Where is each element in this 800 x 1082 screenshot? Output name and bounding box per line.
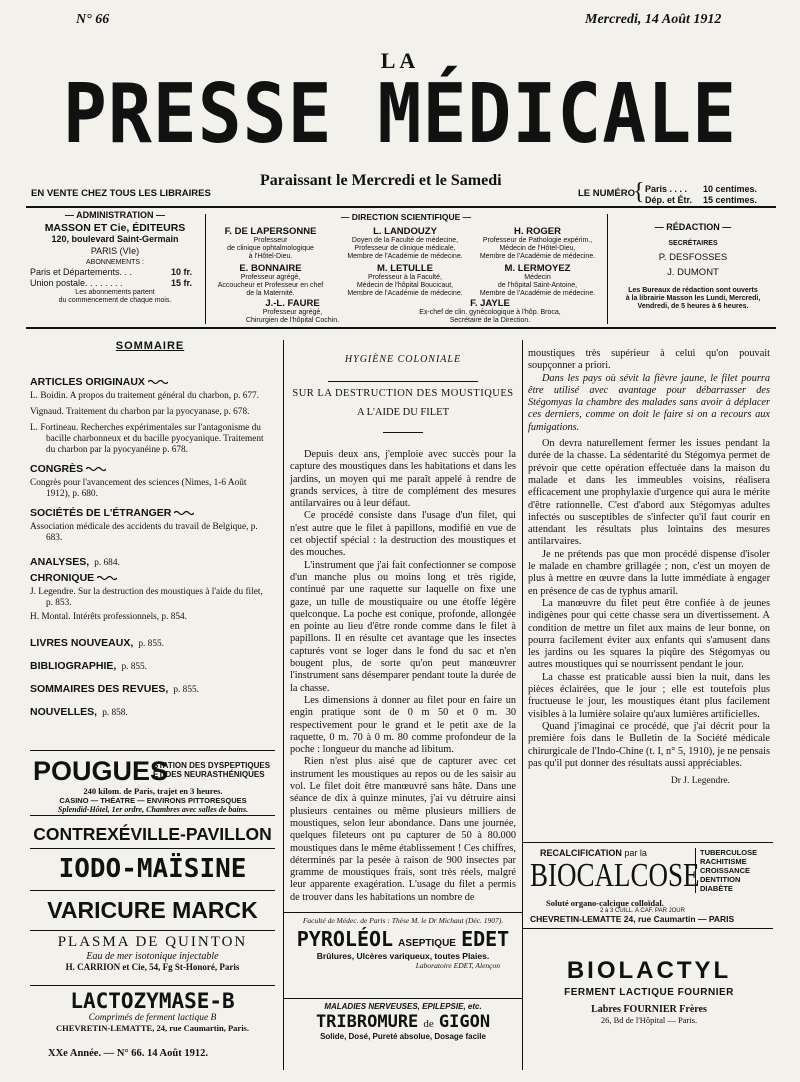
admin-note-2: du commencement de chaque mois. — [58, 297, 172, 304]
toc-revues[interactable]: SOMMAIRES DES REVUES, p. 855. — [30, 683, 199, 695]
paragraph: La chasse est praticable aussi bien la nuit, dans les pièces éclairées, que le jour ; elle est toutefois plus fructueuse le jour, les moustiques étant plus facilement visibles à la lumière solaire qu'aux lumières artificielles. — [528, 671, 770, 720]
admin-publisher: MASSON ET Cie, ÉDITEURS — [44, 222, 186, 234]
frequency: Paraissant le Mercredi et le Samedi — [260, 172, 502, 189]
sommaire-title: SOMMAIRE — [115, 340, 185, 352]
article-col-1 — [290, 354, 516, 904]
numero-label: LE NUMÉRO — [578, 188, 635, 199]
admin-note-1: Les abonnements partent — [75, 289, 155, 296]
rule-ad-m2 — [284, 998, 522, 999]
director-1: F. DE LAPERSONNE Professeur de clinique ophtalmologique à l'Hôtel-Dieu. — [224, 226, 317, 260]
paragraph: On devra naturellement fermer les issues pendant la durée de la chasse. La sédentarité du Stégomya permet de prévoir que cette opération effectuée dans la maison du malade et dans les immeubles voisins, réalisera efficacement une prophylaxie d'urgence qui aura le mérite d'être rationnelle. C'est d'abord aux Stégomyas adultes infectés ou susceptibles de s'infecter qu'il faut courir en attendant les résultats plus lointains des mesures antilarvaires. — [528, 438, 770, 548]
union-sub-price: 15 fr. — [170, 278, 192, 288]
toc-articles: ARTICLES ORIGINAUX — [30, 376, 270, 388]
director-3: H. ROGER Professeur de Pathologie expérim., Médecin de l'Hôtel-Dieu, Membre de l'Académie de médecine. — [479, 226, 596, 260]
rule-top — [26, 206, 776, 208]
price-values: 10 centimes. 15 centimes. — [703, 184, 758, 205]
ad-pyroleol: Faculté de Médec. de Paris : Thèse M. le Dr Michaut (Déc. 1907). PYROLÉOL ASEPTIQUE EDET Brûlures, Ulcères variqueux, toutes Plaies. Laboratoire EDET, Alençon — [296, 916, 510, 970]
direction-heading: — DIRECTION SCIENTIFIQUE — — [340, 212, 472, 222]
vente-notice: EN VENTE CHEZ TOUS LES LIBRAIRES — [31, 188, 211, 199]
director-8: F. JAYLE Ex-chef de clin. gynécologique à l'hôp. Broca, Secrétaire de la Direction. — [419, 298, 561, 324]
paragraph: Ce procédé consiste dans l'usage d'un filet, qui n'est autre que le filet à papillons, modifié en vue de cet objectif spécial : la destruction des moustiques et des mouches. — [290, 510, 516, 559]
rule-ad-l2 — [30, 815, 275, 816]
rule-ad-l4 — [30, 890, 275, 891]
rule-ad-r2 — [523, 928, 773, 929]
toc-analyses[interactable]: ANALYSES, p. 684. — [30, 556, 120, 568]
rule-v1 — [205, 214, 206, 324]
director-2: L. LANDOUZY Doyen de la Faculté de médecine, Professeur de clinique médicale, Membre de l'Académie de médecine. — [347, 226, 463, 260]
toc-biblio[interactable]: BIBLIOGRAPHIE, p. 855. — [30, 660, 148, 672]
rule-col2 — [522, 340, 523, 1070]
title-rule-short — [383, 432, 423, 433]
toc-item[interactable]: L. Boidin. A propos du traitement général du charbon, p. 677. — [30, 391, 260, 401]
price-brace: { — [633, 179, 645, 205]
admin-abonnements: ABONNEMENTS : — [86, 259, 144, 266]
ad-biocalcose: RECALCIFICATION par la BIOCALCOSE TUBERCULOSE RACHITISME CROISSANCE DENTITION DIABÈTE Soluté organo-calcique colloïdal. 2 à 3 CUILL. A CAF. PAR JOUR CHEVRETIN-LEMATTE 24, rue Caumartin — PARIS — [530, 848, 758, 924]
paragraph: L'instrument que j'ai fait confectionner se compose d'un manche plus ou moins long et très rigide, continué par une raquette sur laquelle on fixe une gaze, un tulle de moustiquaire ou une étoffe légère quelconque. La poche est conique, profonde, allongée en pointe au lieu d'être ronde comme dans le filet à papillons. Il en résulte cet avantage que les insectes capturés vont se loger dans le fond du sac et n'en bougent plus, de sorte qu'on peut manœuvrer l'instrument sans désemparer pendant toute la durée de la chasse. — [290, 559, 516, 694]
ad-lactozymase: LACTOZYMASE-B Comprimés de ferment lactique B CHEVRETIN-LEMATTE, 24, rue Caumartin, Paris. — [56, 989, 249, 1033]
article-rubric: HYGIÈNE COLONIALE — [344, 354, 462, 365]
rule-ad-l1 — [30, 750, 275, 751]
ad-tribromure: MALADIES NERVEUSES, EPILEPSIE, etc. TRIBROMURE de GIGON Solide, Dosé, Pureté absolue, Dosage facile — [315, 1002, 491, 1041]
toc-item[interactable]: L. Fortineau. Recherches expérimentales sur l'antagonisme du bacille charbonneux et du bacille pyocyanique. Traitement du charbon par la pyocyanéine p. 678. — [30, 423, 264, 455]
article-col-2 — [528, 348, 770, 786]
rule-ad-r1 — [523, 842, 773, 843]
paragraph: La manœuvre du filet peut être confiée à de jeunes indigènes pour qui cette chasse sera un divertissement. A condition de mettre un filet aux mains de leur bonne, on pourra facilement éviter aux enfants qui s'amusent dans les jardins ou les squares la piqûre des Stégomyas ou autres moustiques qui se nourrissent pendant le jour. — [528, 597, 770, 671]
issue-date: Mercredi, 14 Août 1912 — [585, 12, 722, 27]
director-5: M. LETULLE Professeur à la Faculté, Médecin de l'hôpital Boucicaut, Membre de l'Académie de médecine. — [347, 263, 463, 297]
page-footer: XXe Année. — N° 66. 14 Août 1912. — [48, 1048, 208, 1059]
ad-plasma: PLASMA DE QUINTON Eau de mer isotonique injectable H. CARRION et Cie, 54, Fg St-Honoré, Paris — [57, 934, 248, 972]
rule-ad-l5 — [30, 930, 275, 931]
union-sub-label: Union postale. . . . . . . . — [30, 278, 123, 288]
redaction-heading: — RÉDACTION — — [654, 222, 732, 232]
toc-congres: CONGRÈS — [30, 463, 270, 475]
sommaire — [30, 340, 270, 719]
toc-chronique: CHRONIQUE — [30, 572, 270, 584]
signature: Dr J. Legendre. — [670, 776, 730, 787]
paragraph: Dans les pays où sévit la fièvre jaune, le filet pourra être utilisé avec avantage pour débarrasser des Stégomyas la chambre des malades sans avoir à déplacer ces derniers, comme on doit le faire si on a recours aux fumigations. — [528, 372, 770, 433]
ad-contrexeville: CONTREXÉVILLE-PAVILLON — [33, 824, 272, 844]
toc-item[interactable]: H. Montal. Intérêts professionnels, p. 854. — [30, 612, 187, 622]
ad-iodo: IODO-MAÏSINE — [58, 854, 247, 884]
toc-item[interactable]: Congrès pour l'avancement des sciences (Nimes, 1-6 Août 1912), p. 680. — [30, 478, 247, 499]
toc-livres[interactable]: LIVRES NOUVEAUX, p. 855. — [30, 637, 164, 649]
paragraph: Depuis deux ans, j'emploie avec succès pour la capture des moustiques dans les habitations et dans les jardins, un moyen qui me paraît appelé à rendre de grands services, à titre de complément des mesures antilarvaires ou à leur défaut. — [290, 449, 516, 510]
admin-address: 120, boulevard Saint-Germain — [51, 234, 179, 244]
director-7: J.-L. FAURE Professeur agrégé, Chirurgien de l'hôpital Cochin. — [245, 298, 340, 324]
rule-ad-l3 — [30, 848, 275, 849]
toc-item[interactable]: J. Legendre. Sur la destruction des moustiques à l'aide du filet, p. 853. — [30, 587, 263, 608]
redaction-block: — RÉDACTION — SECRÉTAIRES P. DESFOSSES J. DUMONT Les Bureaux de rédaction sont ouverts à la librairie Masson les Lundi, Mercredi, Vendredi, de 5 heures à 6 heures. — [610, 222, 776, 311]
paragraph: Rien n'est plus aisé que de capturer avec cet instrument les moustiques au repos ou de les saisir au vol. Le filet doit être manœuvré sans hâte. Dans une séance de dix à quinze minutes, j'ai vu détruire ainsi plusieurs centaines ou même plusieurs milliers de moustiques, selon leur abondance. Dans une journée, quelques fileteurs ont pu capturer de 50 à 80.000 moustiques dans le même établissement ! Ces chiffres, déterminés par la pesée à raison de 900 insectes par gramme de moustiques frais, sont très réels, malgré leur apparente exagération. L'usage du filet a permis de trouver dans les habitations un nombre de — [290, 756, 516, 903]
paragraph: Je ne prétends pas que mon procédé dispense d'isoler le malade en chambre grillagée ; non, c'est un moyen de plus à mettre en œuvre dans la lutte immédiate à engager en présence de cas de typhus amaril. — [528, 548, 770, 597]
article-title-2: A L'AIDE DU FILET — [356, 407, 449, 418]
paragraph: Les dimensions à donner au filet pour en faire un engin pratique sont de 0 m 50 et 0 m. 30 respectivement pour le grand et le petit axe de la raquette, 0 m. 70 à 0 m. 80 comme profondeur de la poche : longueur du manche ad libitum. — [290, 694, 516, 756]
paragraph: moustiques très supérieur à celui qu'on pouvait soupçonner a priori. — [528, 348, 770, 372]
price-labels: Paris . . . . Dép. et Étr. — [645, 184, 693, 205]
title-rule — [328, 381, 478, 382]
article-title-1: SUR LA DESTRUCTION DES MOUSTIQUES — [292, 388, 514, 399]
ad-biolactyl: BIOLACTYL FERMENT LACTIQUE FOURNIER Labres FOURNIER Frères 26, Bd de l'Hôpital — Paris. — [564, 957, 734, 1025]
paragraph: Quand j'imaginai ce procédé, que j'ai décrit pour la première fois dans le Bulletin de la Société médicale chirurgicale de l'Indo-Chine (t. I, n° 5, 1910), je ne pensais pas qu'il put donner des résultats aussi appréciables. — [528, 720, 770, 769]
toc-societes: SOCIÉTÉS DE L'ÉTRANGER — [30, 507, 270, 519]
rule-v2 — [607, 214, 608, 324]
masthead-title: PRESSE MÉDICALE — [62, 66, 738, 163]
rule-ad-l6 — [30, 985, 275, 986]
toc-nouvelles[interactable]: NOUVELLES, p. 858. — [30, 706, 128, 718]
director-6: M. LERMOYEZ Médecin de l'hôpital Saint-Antoine, Membre de l'Académie de médecine. — [479, 263, 596, 297]
toc-item[interactable]: Association médicale des accidents du travail de Belgique, p. 683. — [30, 522, 258, 543]
admin-city: PARIS (VIe) — [90, 246, 140, 256]
masthead-la: LA — [380, 48, 420, 73]
rule-mid — [26, 327, 776, 329]
paris-sub-label: Paris et Départements. . . — [30, 267, 133, 277]
issue-number: N° 66 — [76, 12, 110, 27]
toc-item[interactable]: Vignaud. Traitement du charbon par la pyocyanase, p. 678. — [30, 407, 250, 417]
paris-sub-price: 10 fr. — [170, 267, 192, 277]
director-4: E. BONNAIRE Professeur agrégé, Accoucheur et Professeur en chef de la Maternité. — [217, 263, 324, 297]
admin-block — [30, 210, 200, 305]
admin-heading: — ADMINISTRATION — — [65, 210, 165, 220]
rule-ad-m1 — [284, 912, 522, 913]
ad-varicure: VARICURE MARCK — [47, 897, 258, 923]
ad-pougues: POUGUES STATION DES DYSPEPTIQUES ET DES NEURASTHÉNIQUES 240 kilom. de Paris, trajet en 3 heures. CASINO — THÉATRE — ENVIRONS PITTORESQUES Splendid-Hôtel, 1er ordre, Chambres avec salles de bains. — [33, 756, 271, 814]
rule-col1 — [283, 340, 284, 1070]
